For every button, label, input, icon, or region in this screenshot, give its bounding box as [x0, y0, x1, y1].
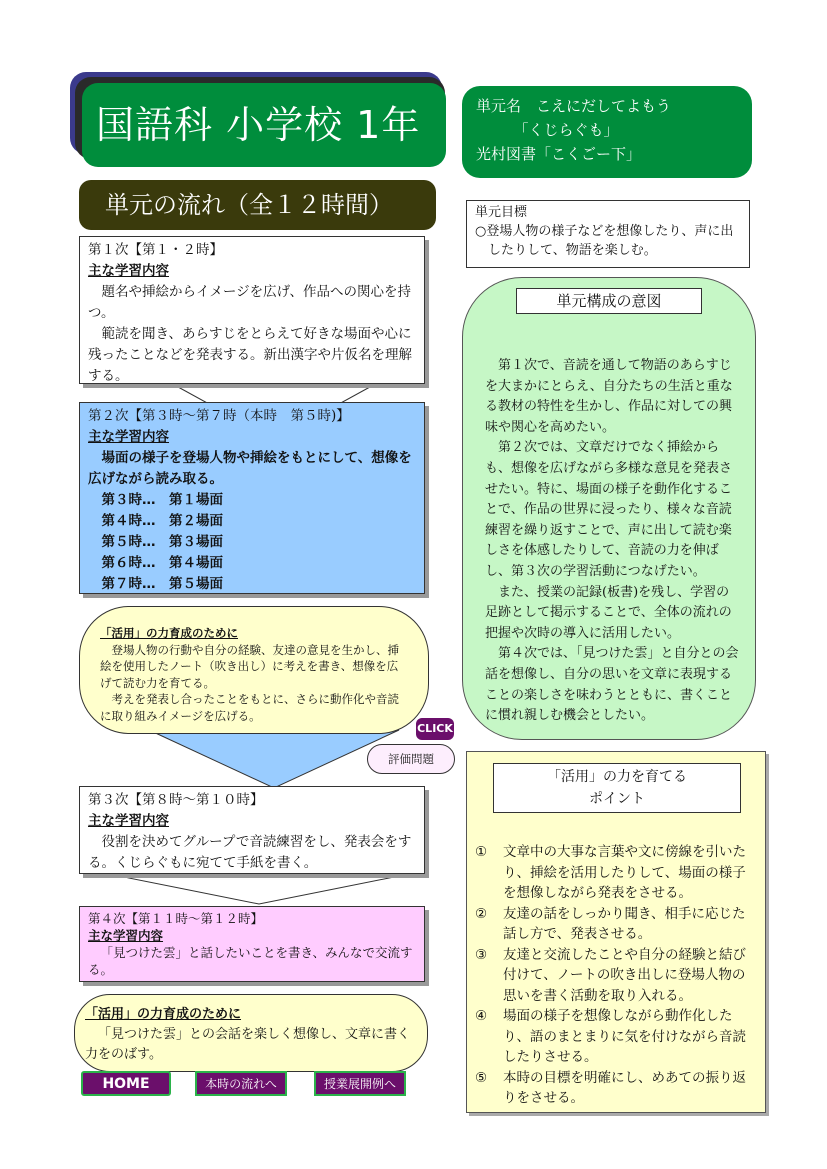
- katsuyo-bubble: [79, 606, 429, 734]
- step-subheading: 主な学習内容: [88, 928, 164, 943]
- bubble-text: 登場人物の行動や自分の経験、友達の意見を生かし、挿絵を使用したノート（吹き出し）に考えを書き、想像を広げて読む力を育てる。: [100, 642, 399, 690]
- points-heading: [493, 763, 741, 813]
- intent-text: また、授業の記録(板書)を残し、学習の足跡として掲示することで、全体の流れの把握や次時の導入に活用したい。: [485, 584, 732, 641]
- step-text: 「見つけた雲」と話したいことを書き、みんなで交流する。: [88, 945, 413, 977]
- goal-label: 単元目標: [475, 205, 528, 220]
- click-button[interactable]: CLICK: [416, 718, 454, 740]
- step-text: 役割を決めてグループで音読練習をし、発表会をする。くじらぐもに宛てて手紙を書く。: [88, 834, 412, 871]
- point-number: ②: [475, 905, 488, 922]
- point-number: ⑤: [475, 1069, 488, 1086]
- unit-goal-box: [466, 200, 750, 268]
- step-text: 題名や挿絵からイメージを広げ、作品への関心を持つ。: [88, 284, 412, 321]
- step-2-box: [79, 402, 425, 594]
- unit-name-line: 光村図書「こくごー下」: [476, 145, 642, 163]
- intent-text: 第４次では、「見つけた雲」と自分との会話を想像し、自分の思いを文章に表現することの楽しさを味わうとともに、書くことに慣れ親しむ機会としたい。: [485, 646, 739, 724]
- bubble-text: 考えを発表し合ったことをもとに、さらに動作化や音読に取り組みイメージを広げる。: [100, 692, 399, 723]
- points-heading-line: 「活用」の力を育てる: [547, 769, 687, 785]
- point-text: 友達の話をしっかり聞き、相手に応じた話し方で、発表させる。: [503, 905, 746, 942]
- katsuyo-bubble: [74, 994, 428, 1072]
- point-text: 本時の目標を明確にし、めあての振り返りをさせる。: [503, 1069, 746, 1106]
- points-heading-line: ポイント: [589, 791, 645, 807]
- bubble-heading: 「活用」の力育成のために: [85, 1007, 242, 1022]
- example-nav-button[interactable]: 授業展開例へ: [314, 1071, 406, 1096]
- unit-name-line: 単元名 こえにだしてよもう: [476, 97, 672, 115]
- point-text: 場面の様子を想像しながら動作化したり、語のまとまりに気を付けながら音読したりさせる。: [503, 1008, 746, 1065]
- intent-heading: 単元構成の意図: [516, 288, 702, 314]
- point-item: [475, 1068, 755, 1109]
- session-item: 第５時… 第３場面: [101, 534, 223, 550]
- unit-name-box: [462, 86, 752, 178]
- step-heading: 第１次【第１・２時】: [88, 242, 223, 258]
- flow-title: 単元の流れ（全１２時間）: [79, 180, 436, 230]
- bubble-heading: 「活用」の力育成のために: [100, 626, 238, 640]
- goal-text: ○登場人物の様子などを想像したり、声に出したりして、物語を楽しむ。: [475, 224, 734, 258]
- point-text: 文章中の大事な言葉や文に傍線を引いたり、挿絵を活用したりして、場面の様子を想像しながら発表をさせる。: [503, 844, 746, 901]
- point-item: [475, 945, 755, 1007]
- step-3-box: [79, 786, 425, 874]
- session-list: [88, 490, 416, 595]
- point-item: [475, 1006, 755, 1068]
- unit-intent-box: [462, 277, 756, 740]
- step-4-box: [79, 906, 425, 982]
- intent-text: 第１次で、音読を通して物語のあらすじを大まかにとらえ、自分たちの生活と重なる教材の特性を生かし、作品に対しての興味や関心を高めたい。: [485, 358, 733, 435]
- step-1-box: [79, 236, 425, 384]
- session-item: 第３時… 第１場面: [101, 492, 223, 508]
- step-subheading: 主な学習内容: [88, 813, 169, 829]
- point-number: ④: [475, 1008, 488, 1024]
- evaluation-link[interactable]: 評価問題: [367, 744, 455, 774]
- step-heading: 第２次【第３時～第７時（本時 第５時)】: [88, 408, 350, 424]
- unit-name-line: 「くじらぐも」: [476, 121, 619, 139]
- flow-nav-button[interactable]: 本時の流れへ: [195, 1071, 287, 1096]
- step-heading: 第３次【第８時～第１０時】: [88, 792, 264, 808]
- step-text: 場面の様子を登場人物や挿絵をもとにして、想像を広げながら読み取る。: [88, 450, 412, 487]
- step-heading: 第４次【第１１時～第１２時】: [88, 911, 264, 926]
- home-button[interactable]: [81, 1071, 171, 1096]
- point-item: [475, 842, 755, 904]
- step-text: 範読を聞き、あらすじをとらえて好きな場面や心に残ったことなどを発表する。新出漢字や片仮名を理解する。: [88, 326, 412, 384]
- bubble-text: 「見つけた雲」との会話を楽しく想像し、文章に書く力をのばす。: [85, 1027, 411, 1062]
- session-item: 第６時… 第４場面: [101, 555, 223, 571]
- session-item: 第７時… 第５場面: [101, 576, 223, 592]
- point-text: 友達と交流したことや自分の経験と結び付けて、ノートの吹き出しに登場人物の思いを書く活動を取り入れる。: [503, 946, 746, 1004]
- intent-text: 第２次では、文章だけでなく挿絵からも、想像を広げながら多様な意見を発表させたい。特に、場面の様子を動作化することで、作品の世界に浸ったり、様々な音読練習を繰り返すことで、声に出して読む楽しさを体感したりして、音読の力を伸ばし、第３次の学習活動につなげたい。: [485, 440, 733, 579]
- point-number: ③: [475, 946, 488, 963]
- step-subheading: 主な学習内容: [88, 263, 169, 279]
- flow-arrow: [79, 872, 431, 908]
- session-item: 第４時… 第２場面: [101, 513, 223, 529]
- step-subheading: 主な学習内容: [88, 429, 169, 445]
- point-item: [475, 904, 755, 945]
- point-number: ①: [475, 844, 488, 860]
- home-label: HOME: [102, 1076, 150, 1092]
- page-title: 国語科 小学校 1年: [82, 83, 446, 167]
